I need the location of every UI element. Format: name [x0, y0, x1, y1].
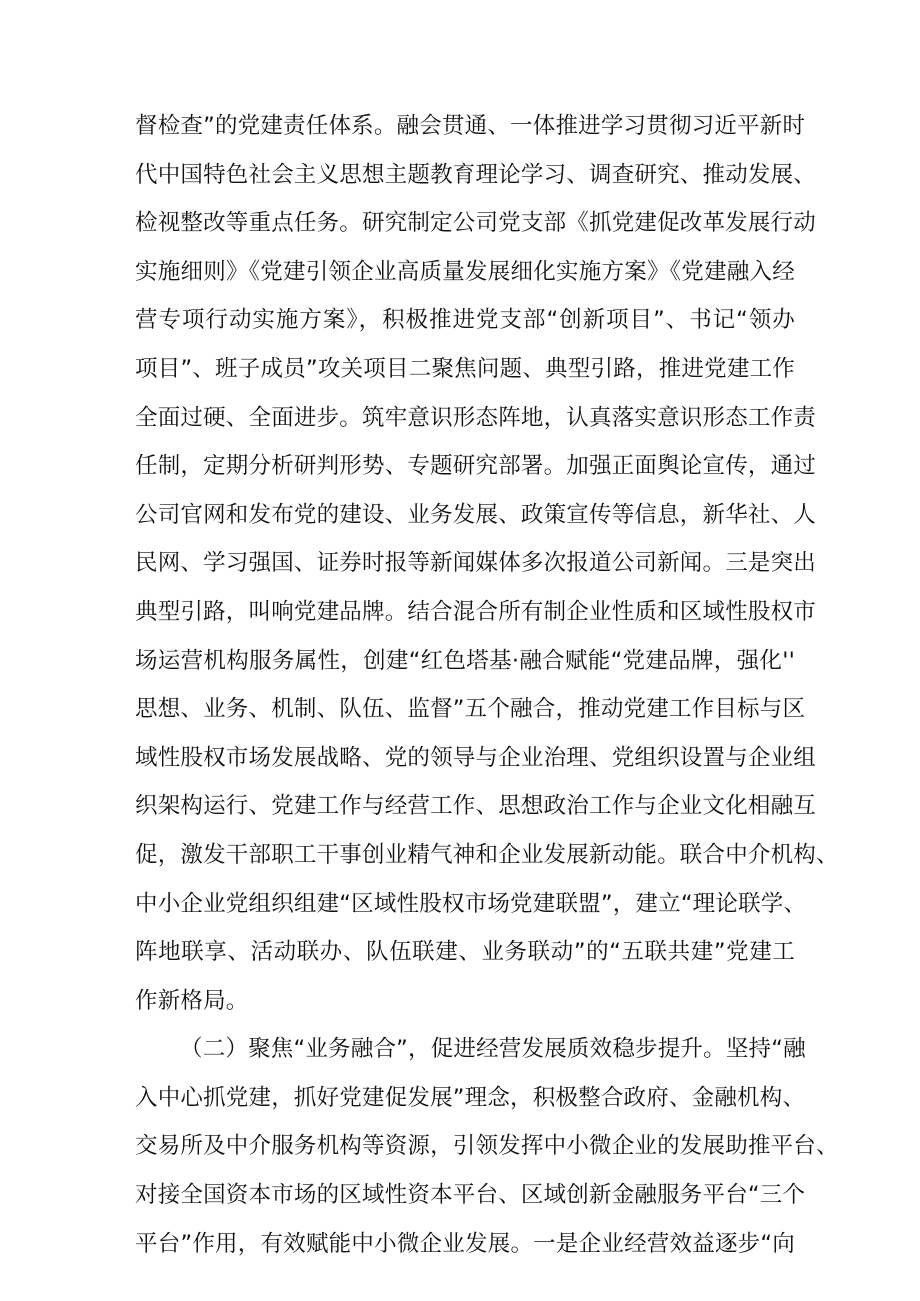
text-line: 阵地联享、活动联办、队伍联建、业务联动”的“五联共建”党建工: [135, 939, 795, 966]
text-line: 项目”、班子成员”攻关项目二聚焦问题、典型引路，推进党建工作: [135, 355, 795, 382]
section-heading-line: （二）聚焦“业务融合”，促进经营发展质效稳步提升。坚持“融: [180, 1036, 806, 1063]
text-line: 中小企业党组织组建“区域性股权市场党建联盟”，建立“理论联学、: [135, 890, 807, 917]
text-line: 平台”作用，有效赋能中小微企业发展。一是企业经营效益逐步“向: [135, 1230, 795, 1257]
document-body: [135, 102, 839, 1268]
text-line: 任制，定期分析研判形势、专题研究部署。加强正面舆论宣传，通过: [135, 453, 817, 480]
paragraph-2: [135, 1025, 839, 1268]
text-line: 典型引路，叫响党建品牌。结合混合所有制企业性质和区域性股权市: [135, 598, 817, 625]
text-line: 织架构运行、党建工作与经营工作、思想政治工作与企业文化相融互: [135, 793, 817, 820]
text-line: 民网、学习强国、证券时报等新闻媒体多次报道公司新闻。三是突出: [135, 550, 817, 577]
text-line: 促，激发干部职工干事创业精气神和企业发展新动能。联合中介机构、: [135, 841, 839, 868]
text-line: 作新格局。: [135, 987, 249, 1014]
text-line: 代中国特色社会主义思想主题教育理论学习、调查研究、推动发展、: [135, 161, 817, 188]
text-line: 实施细则》《党建引领企业高质量发展细化实施方案》《党建融入经: [135, 258, 795, 285]
text-line: 营专项行动实施方案》，积极推进党支部“创新项目”、书记“领办: [135, 307, 795, 334]
text-line: 督检查”的党建责任体系。融会贯通、一体推进学习贯彻习近平新时: [135, 113, 806, 139]
text-line: 全面过硬、全面进步。筑牢意识形态阵地，认真落实意识形态工作责: [135, 404, 817, 431]
text-line: 域性股权市场发展战略、党的领导与企业治理、党组织设置与企业组: [135, 744, 817, 771]
text-line: 检视整改等重点任务。研究制定公司党支部《抓党建促改革发展行动: [135, 210, 817, 237]
text-line: 入中心抓党建，抓好党建促发展”理念，积极整合政府、金融机构、: [135, 1084, 806, 1111]
text-line: 对接全国资本市场的区域性资本平台、区域创新金融服务平台“三个: [135, 1182, 806, 1209]
paragraph-1: [135, 102, 839, 1025]
text-line: 思想、业务、机制、队伍、监督”五个融合，推动党建工作目标与区: [135, 696, 806, 723]
text-line: 交易所及中介服务机构等资源，引领发挥中小微企业的发展助推平台、: [135, 1133, 839, 1160]
text-line: 场运营机构服务属性，创建“红色塔基·融合赋能“党建品牌，强化'': [135, 647, 795, 674]
text-line: 公司官网和发布党的建设、业务发展、政策宣传等信息，新华社、人: [135, 501, 817, 528]
